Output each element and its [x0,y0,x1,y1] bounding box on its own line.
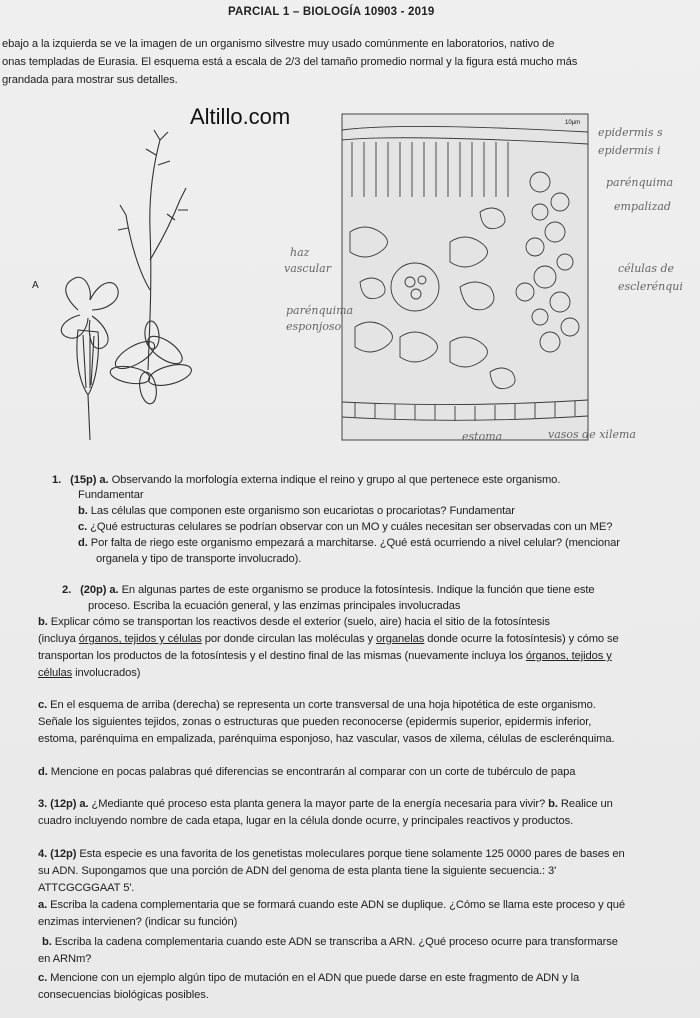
q4-a-2: enzimas intervienen? (indicar su función) [38,916,238,928]
intro-line-1: ebajo a la izquierda se ve la imagen de un organismo silvestre muy usado comúnmente en laboratorios, nativo de [2,38,555,50]
q1-line-1: 1. (15p) a. Observando la morfología externa indique el reino y grupo al que pertenece este organismo. [52,474,561,486]
q2-a-2: proceso. Escriba la ecuación general, y las enzimas principales involucradas [88,600,461,612]
q2-d: d. Mencione en pocas palabras qué diferencias se encontrarán al comparar con un corte de tubérculo de papa [38,766,576,778]
q4-line-2: su ADN. Supongamos que una porción de ADN del genoma de esta planta tiene la siguiente secuencia.: 3' [38,865,557,877]
q4-b-2: en ARNm? [38,953,92,965]
hand-note-esclerenquima: esclerénqui [618,280,683,293]
q4-line-3: ATTCGCGGAAT 5'. [38,882,135,894]
hand-note-xilema: vasos de xilema [548,428,636,441]
q4-c-1: c. Mencione con un ejemplo algún tipo de mutación en el ADN que puede darse en este fragmento de ADN y la [38,972,580,984]
q1-d-2: organela y tipo de transporte involucrado). [96,553,302,565]
hand-note-parenquima-esp: parénquima [286,304,354,317]
q3-line-2: cuadro incluyendo nombre de cada etapa, lugar en la célula donde ocurre, y principales reactivos y productos. [38,815,574,827]
hand-note-parenquima: parénquima [606,176,674,189]
q1-d-1: d. Por falta de riego este organismo empezará a marchitarse. ¿Qué está ocurriendo a nivel celular? (mencionar [78,537,620,549]
watermark: Altillo.com [190,104,291,129]
q4-line-1: 4. (12p) Esta especie es una favorita de los genetistas moleculares porque tiene solamente 125 0000 pares de bases en [38,848,625,860]
scale-label: 10μm [565,120,581,126]
q2-c-3: estoma, parénquima en empalizada, parénquima esponjoso, haz vascular, vasos de xilema, células de esclerénquima. [38,733,615,745]
q2-b-3: transportan los productos de la fotosíntesis y el destino final de las mismas (nuevamente incluya los órganos, tejidos y [38,650,612,662]
intro-line-3: grandada para mostrar sus detalles. [2,74,178,86]
hand-note-haz: haz [290,246,310,259]
q1-c: c. ¿Qué estructuras celulares se podrían observar con un MO y cuáles necesitan ser observadas con un ME? [78,521,613,533]
hand-note-estoma: estoma [462,430,503,443]
hand-note-vascular: vascular [284,262,331,275]
hand-note-epidermis-inf: epidermis i [598,144,661,157]
q2-b-1: b. Explicar cómo se transportan los reactivos desde el exterior (suelo, aire) hacia el sitio de la fotosíntesis [38,616,550,628]
q2-c-2: Señale los siguientes tejidos, zonas o estructuras que pueden reconocerse (epidermis superior, epidermis inferior, [38,716,592,728]
q4-b-1: b. Escriba la cadena complementaria cuando este ADN se transcriba a ARN. ¿Qué proceso ocurre para transformarse [42,936,618,948]
q2-b-2: (incluya órganos, tejidos y células por donde circulan las moléculas y organelas donde ocurre la fotosíntesis) y cómo se [38,633,619,645]
q2-c-1: c. En el esquema de arriba (derecha) se representa un corte transversal de una hoja hipotética de este organismo. [38,699,596,711]
hand-note-empalizada: empalizad [614,200,671,213]
q1-b: b. Las células que componen este organismo son eucariotas o procariotas? Fundamentar [78,505,515,517]
intro-line-2: onas templadas de Eurasia. El esquema está a escala de 2/3 del tamaño promedio normal y la figura está mucho más [2,56,578,68]
flower-label: A [32,280,39,291]
q3-line-1: 3. (12p) a. ¿Mediante qué proceso esta planta genera la mayor parte de la energía necesaria para vivir? b. Realice un [38,798,613,810]
hand-note-celulas: células de [618,262,675,275]
q4-c-2: consecuencias biológicas posibles. [38,989,209,1001]
q4-a-1: a. Escriba la cadena complementaria que se formará cuando este ADN se duplique. ¿Cómo se llama este proceso y qué [38,899,625,911]
q2-a-1: 2. (20p) a. En algunas partes de este organismo se produce la fotosíntesis. Indique la función que tiene este [62,584,595,596]
leaf-cross-section [340,112,590,442]
exam-title: PARCIAL 1 – BIOLOGÍA 10903 - 2019 [228,6,435,18]
q2-b-4: células involucrados) [38,667,141,679]
hand-note-esponjoso: esponjoso [286,320,342,333]
q1-line-2: Fundamentar [78,489,144,501]
hand-note-epidermis-sup: epidermis s [598,126,663,139]
plant-illustration [30,120,200,450]
